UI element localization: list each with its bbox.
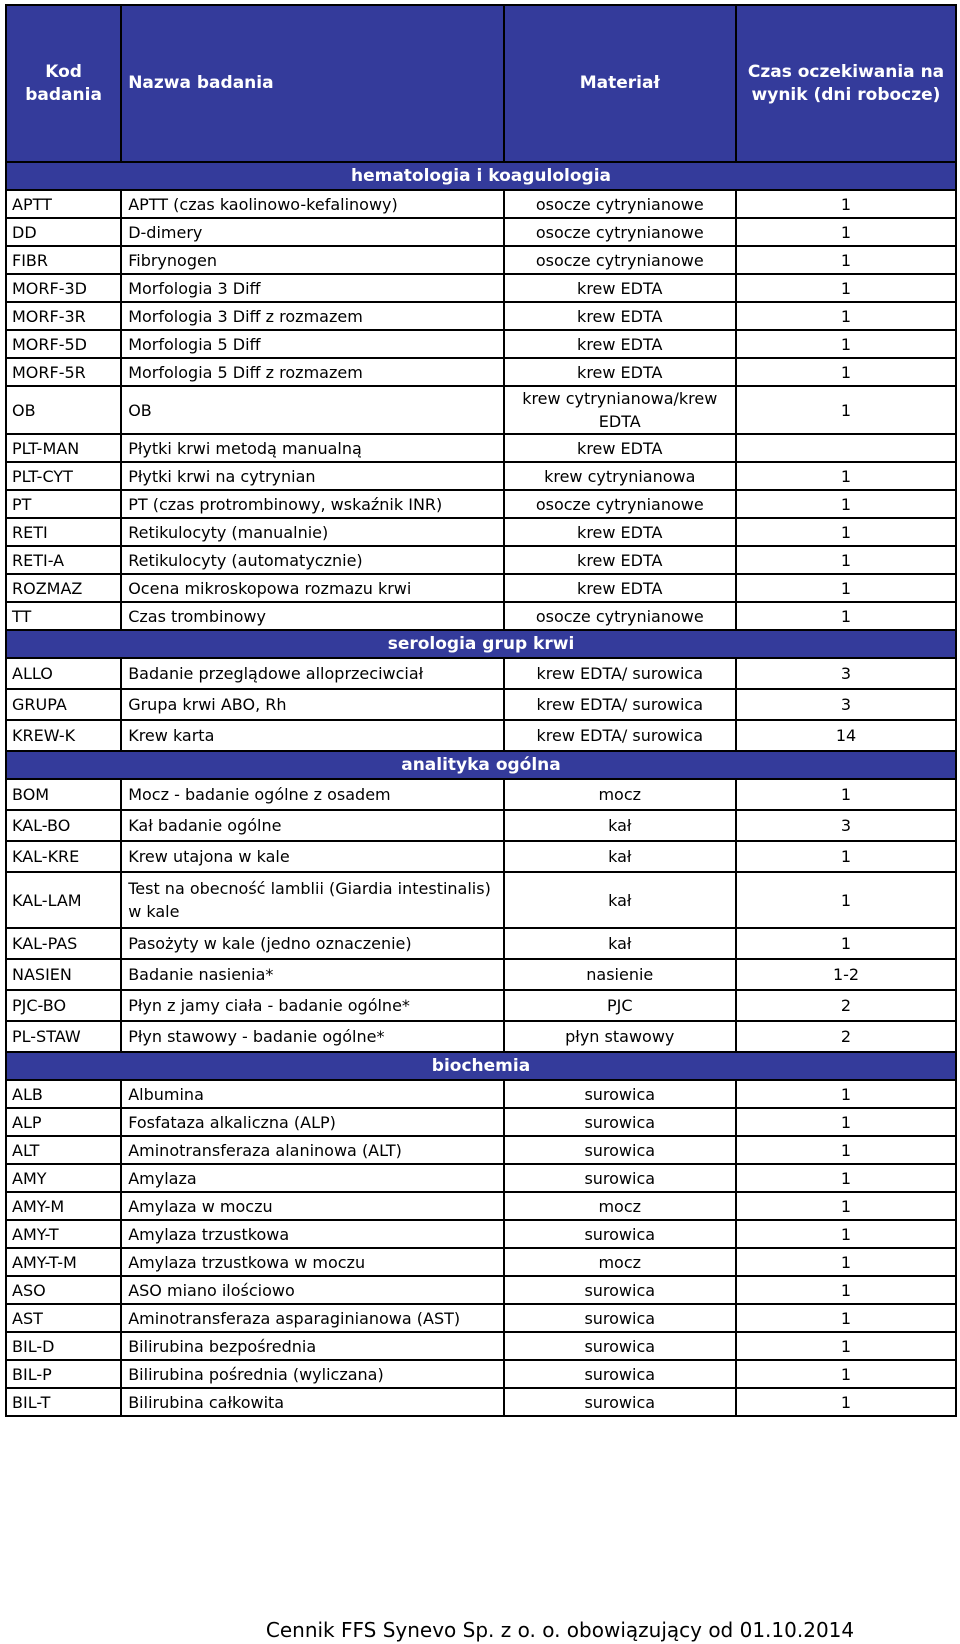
code-cell: ROZMAZ — [6, 574, 121, 602]
time-cell: 1 — [736, 1164, 956, 1192]
code-cell: KAL-LAM — [6, 872, 121, 928]
time-cell: 1 — [736, 358, 956, 386]
table-row — [6, 574, 956, 602]
material-cell: surowica — [504, 1276, 737, 1304]
table-row — [6, 720, 956, 751]
section-header-row — [6, 751, 956, 779]
name-cell: Fibrynogen — [121, 246, 503, 274]
time-cell: 2 — [736, 990, 956, 1021]
table-row — [6, 490, 956, 518]
name-cell: Badanie przeglądowe alloprzeciwciał — [121, 658, 503, 689]
material-cell: PJC — [504, 990, 737, 1021]
time-cell: 1 — [736, 1248, 956, 1276]
time-cell: 1 — [736, 274, 956, 302]
material-cell: surowica — [504, 1080, 737, 1108]
code-cell: ASO — [6, 1276, 121, 1304]
material-cell: kał — [504, 810, 737, 841]
name-cell: Badanie nasienia* — [121, 959, 503, 990]
table-row — [6, 1360, 956, 1388]
code-cell: GRUPA — [6, 689, 121, 720]
time-cell: 2 — [736, 1021, 956, 1052]
time-cell: 3 — [736, 810, 956, 841]
code-cell: ALB — [6, 1080, 121, 1108]
name-cell: Aminotransferaza asparaginianowa (AST) — [121, 1304, 503, 1332]
material-cell: osocze cytrynianowe — [504, 218, 737, 246]
name-cell: Bilirubina pośrednia (wyliczana) — [121, 1360, 503, 1388]
table-row — [6, 1304, 956, 1332]
name-cell: PT (czas protrombinowy, wskaźnik INR) — [121, 490, 503, 518]
material-cell: krew EDTA — [504, 434, 737, 462]
name-cell: Retikulocyty (manualnie) — [121, 518, 503, 546]
name-cell: Bilirubina całkowita — [121, 1388, 503, 1416]
name-cell: D-dimery — [121, 218, 503, 246]
material-cell: surowica — [504, 1360, 737, 1388]
table-row — [6, 386, 956, 434]
material-cell: mocz — [504, 779, 737, 810]
table-row — [6, 1276, 956, 1304]
code-cell: AMY-M — [6, 1192, 121, 1220]
header-name: Nazwa badania — [121, 5, 503, 162]
time-cell: 1 — [736, 779, 956, 810]
material-cell: surowica — [504, 1332, 737, 1360]
material-cell: krew EDTA — [504, 358, 737, 386]
code-cell: PLT-CYT — [6, 462, 121, 490]
header-material: Materiał — [504, 5, 737, 162]
time-cell: 1 — [736, 872, 956, 928]
code-cell: PJC-BO — [6, 990, 121, 1021]
table-row — [6, 462, 956, 490]
material-cell: krew EDTA — [504, 274, 737, 302]
table-row — [6, 274, 956, 302]
section-header-row — [6, 1052, 956, 1080]
section-title: analityka ogólna — [6, 751, 956, 779]
table-row — [6, 658, 956, 689]
name-cell: Retikulocyty (automatycznie) — [121, 546, 503, 574]
section-title: hematologia i koagulologia — [6, 162, 956, 190]
table-row — [6, 928, 956, 959]
footer-note — [0, 1618, 960, 1642]
name-cell: Fosfataza alkaliczna (ALP) — [121, 1108, 503, 1136]
material-cell: krew EDTA — [504, 546, 737, 574]
name-cell: Amylaza — [121, 1164, 503, 1192]
material-cell: kał — [504, 928, 737, 959]
name-cell: ASO miano ilościowo — [121, 1276, 503, 1304]
name-cell: Amylaza trzustkowa — [121, 1220, 503, 1248]
time-cell: 1 — [736, 1192, 956, 1220]
table-row — [6, 358, 956, 386]
table-row — [6, 302, 956, 330]
name-cell: Grupa krwi ABO, Rh — [121, 689, 503, 720]
table-row — [6, 990, 956, 1021]
table-row — [6, 246, 956, 274]
code-cell: PLT-MAN — [6, 434, 121, 462]
name-cell: Mocz - badanie ogólne z osadem — [121, 779, 503, 810]
material-cell: osocze cytrynianowe — [504, 190, 737, 218]
code-cell: MORF-3R — [6, 302, 121, 330]
material-cell: kał — [504, 841, 737, 872]
material-cell: surowica — [504, 1164, 737, 1192]
code-cell: FIBR — [6, 246, 121, 274]
table-row — [6, 1080, 956, 1108]
material-cell: krew EDTA/ surowica — [504, 720, 737, 751]
material-cell: kał — [504, 872, 737, 928]
time-cell: 1-2 — [736, 959, 956, 990]
name-cell: Morfologia 3 Diff — [121, 274, 503, 302]
time-cell: 1 — [736, 1108, 956, 1136]
material-cell: osocze cytrynianowe — [504, 490, 737, 518]
name-cell: Albumina — [121, 1080, 503, 1108]
time-cell: 1 — [736, 546, 956, 574]
name-cell: Ocena mikroskopowa rozmazu krwi — [121, 574, 503, 602]
table-row — [6, 1164, 956, 1192]
time-cell: 1 — [736, 841, 956, 872]
name-cell: Płytki krwi metodą manualną — [121, 434, 503, 462]
code-cell: AST — [6, 1304, 121, 1332]
code-cell: MORF-5D — [6, 330, 121, 358]
material-cell: surowica — [504, 1388, 737, 1416]
code-cell: MORF-3D — [6, 274, 121, 302]
section-title: biochemia — [6, 1052, 956, 1080]
table-row — [6, 190, 956, 218]
material-cell: krew EDTA — [504, 574, 737, 602]
table-row — [6, 1248, 956, 1276]
time-cell: 1 — [736, 246, 956, 274]
table-row — [6, 779, 956, 810]
name-cell: Pasożyty w kale (jedno oznaczenie) — [121, 928, 503, 959]
time-cell: 1 — [736, 1360, 956, 1388]
code-cell: AMY-T-M — [6, 1248, 121, 1276]
time-cell: 14 — [736, 720, 956, 751]
code-cell: RETI — [6, 518, 121, 546]
time-cell: 1 — [736, 1136, 956, 1164]
time-cell: 1 — [736, 928, 956, 959]
header-row — [6, 5, 956, 162]
code-cell: BIL-P — [6, 1360, 121, 1388]
table-row — [6, 1021, 956, 1052]
name-cell: Płyn z jamy ciała - badanie ogólne* — [121, 990, 503, 1021]
name-cell: Krew utajona w kale — [121, 841, 503, 872]
name-cell: Amylaza trzustkowa w moczu — [121, 1248, 503, 1276]
tests-table — [5, 4, 957, 1417]
code-cell: MORF-5R — [6, 358, 121, 386]
time-cell: 1 — [736, 1220, 956, 1248]
header-code: Kod badania — [6, 5, 121, 162]
name-cell: Kał badanie ogólne — [121, 810, 503, 841]
code-cell: BIL-D — [6, 1332, 121, 1360]
table-row — [6, 518, 956, 546]
material-cell: krew EDTA — [504, 302, 737, 330]
material-cell: krew cytrynianowa — [504, 462, 737, 490]
table-row — [6, 1388, 956, 1416]
code-cell: ALLO — [6, 658, 121, 689]
code-cell: KAL-KRE — [6, 841, 121, 872]
time-cell: 1 — [736, 218, 956, 246]
material-cell: płyn stawowy — [504, 1021, 737, 1052]
material-cell: mocz — [504, 1192, 737, 1220]
time-cell: 1 — [736, 490, 956, 518]
table-row — [6, 546, 956, 574]
material-cell: nasienie — [504, 959, 737, 990]
time-cell: 1 — [736, 1080, 956, 1108]
time-cell: 3 — [736, 658, 956, 689]
time-cell: 1 — [736, 386, 956, 434]
time-cell: 1 — [736, 1304, 956, 1332]
time-cell: 1 — [736, 602, 956, 630]
material-cell: krew cytrynianowa/krew EDTA — [504, 386, 737, 434]
time-cell: 1 — [736, 1332, 956, 1360]
section-header-row — [6, 630, 956, 658]
code-cell: PT — [6, 490, 121, 518]
table-row — [6, 810, 956, 841]
material-cell: krew EDTA — [504, 330, 737, 358]
code-cell: KREW-K — [6, 720, 121, 751]
table-row — [6, 689, 956, 720]
time-cell: 3 — [736, 689, 956, 720]
code-cell: DD — [6, 218, 121, 246]
material-cell: surowica — [504, 1220, 737, 1248]
material-cell: krew EDTA/ surowica — [504, 689, 737, 720]
footer-text: Cennik FFS Synevo Sp. z o. o. obowiązujący od 01.10.2014 — [265, 1618, 855, 1642]
material-cell: surowica — [504, 1304, 737, 1332]
name-cell: Aminotransferaza alaninowa (ALT) — [121, 1136, 503, 1164]
name-cell: Morfologia 5 Diff z rozmazem — [121, 358, 503, 386]
material-cell: surowica — [504, 1136, 737, 1164]
name-cell: Czas trombinowy — [121, 602, 503, 630]
table-row — [6, 872, 956, 928]
code-cell: APTT — [6, 190, 121, 218]
name-cell: Morfologia 3 Diff z rozmazem — [121, 302, 503, 330]
table-row — [6, 1136, 956, 1164]
time-cell: 1 — [736, 1276, 956, 1304]
table-row — [6, 959, 956, 990]
table-row — [6, 1108, 956, 1136]
material-cell: krew EDTA/ surowica — [504, 658, 737, 689]
time-cell: 1 — [736, 1388, 956, 1416]
name-cell: APTT (czas kaolinowo-kefalinowy) — [121, 190, 503, 218]
table-row — [6, 434, 956, 462]
section-header-row — [6, 162, 956, 190]
material-cell: mocz — [504, 1248, 737, 1276]
time-cell: 1 — [736, 302, 956, 330]
table-row — [6, 1220, 956, 1248]
material-cell: osocze cytrynianowe — [504, 602, 737, 630]
time-cell: 1 — [736, 462, 956, 490]
table-row — [6, 218, 956, 246]
name-cell: Płyn stawowy - badanie ogólne* — [121, 1021, 503, 1052]
code-cell: TT — [6, 602, 121, 630]
name-cell: Krew karta — [121, 720, 503, 751]
time-cell: 1 — [736, 518, 956, 546]
name-cell: OB — [121, 386, 503, 434]
table-row — [6, 841, 956, 872]
material-cell: osocze cytrynianowe — [504, 246, 737, 274]
code-cell: OB — [6, 386, 121, 434]
header-time: Czas oczekiwania na wynik (dni robocze) — [736, 5, 956, 162]
name-cell: Amylaza w moczu — [121, 1192, 503, 1220]
name-cell: Morfologia 5 Diff — [121, 330, 503, 358]
code-cell: KAL-PAS — [6, 928, 121, 959]
code-cell: ALP — [6, 1108, 121, 1136]
table-row — [6, 1332, 956, 1360]
name-cell: Test na obecność lamblii (Giardia intestinalis) w kale — [121, 872, 503, 928]
time-cell: 1 — [736, 190, 956, 218]
code-cell: NASIEN — [6, 959, 121, 990]
time-cell: 1 — [736, 574, 956, 602]
time-cell: 1 — [736, 330, 956, 358]
time-cell — [736, 434, 956, 462]
table-row — [6, 330, 956, 358]
name-cell: Płytki krwi na cytrynian — [121, 462, 503, 490]
table-row — [6, 602, 956, 630]
code-cell: BOM — [6, 779, 121, 810]
code-cell: ALT — [6, 1136, 121, 1164]
code-cell: AMY-T — [6, 1220, 121, 1248]
name-cell: Bilirubina bezpośrednia — [121, 1332, 503, 1360]
price-list-sheet — [5, 4, 957, 1417]
code-cell: BIL-T — [6, 1388, 121, 1416]
code-cell: PL-STAW — [6, 1021, 121, 1052]
material-cell: krew EDTA — [504, 518, 737, 546]
code-cell: KAL-BO — [6, 810, 121, 841]
table-row — [6, 1192, 956, 1220]
material-cell: surowica — [504, 1108, 737, 1136]
section-title: serologia grup krwi — [6, 630, 956, 658]
code-cell: AMY — [6, 1164, 121, 1192]
code-cell: RETI-A — [6, 546, 121, 574]
